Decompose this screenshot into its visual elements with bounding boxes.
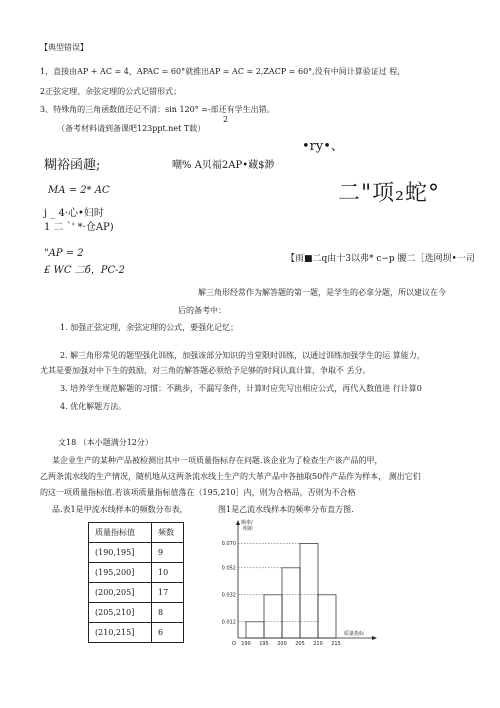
garbled-text-5: MA = 2* AC [48,185,110,196]
garbled-text-6: j _ 4·心•妇时 [44,208,104,219]
advice-item-3: 3. 培养学生规范解题的习惯：不跳步，不漏写条件，计算时应先写出相应公式，再代入数值进 行计算0 [60,384,422,393]
advice-intro-line2: 后的备考中： [178,306,226,315]
table-cell: 10 [152,563,184,583]
error-item-2: 2正弦定理、余弦定理的公式记错形式； [40,87,182,96]
x-tick-label: 215 [331,641,341,647]
problem-line-4: 品.表1是甲流水线样本的频数分布表， [52,505,188,514]
frequency-table [88,522,184,643]
x-tick-label: 205 [295,641,305,647]
table-row [89,623,184,643]
table-header-cell: 频数 [152,523,184,543]
garbled-text-2: 糊裕函趣; [44,158,101,173]
table-cell: 9 [152,543,184,563]
error-item-3: 3、特殊角的三角函数值还记不清：sin 120° =-部还有学生出错。 [40,105,275,114]
histogram-bar [246,622,264,638]
figure-caption: 图1是乙流水线样本的频率分布直方图. [218,505,354,514]
section-header: 【典型错误】 [40,43,88,52]
garbled-text-9: 【雨■二q由十3以弗* c−p 腰二［选网坝•一司 [286,254,475,264]
y-tick-label: 0.070 [221,541,236,548]
table-row [89,563,184,583]
problem-line-1: 某企业生产的某种产品被检测出其中一项质量指标存在问题.该企业为了检查生产该产品的甲， [52,456,383,465]
x-tick-label: 190 [241,641,251,647]
table-cell: (200,205] [89,583,152,603]
table-cell: (190,195] [89,543,152,563]
x-tick-label: 210 [313,641,323,647]
source-note: （备考材料请到备课吧123ppt.net T载） [57,124,206,133]
origin-label: O [232,641,236,647]
table-cell: (205,210] [89,603,152,623]
y-axis-label-cont: 组距 [243,526,254,532]
advice-item-2-cont: 尤其是要加强对中下生的鼓励，对三角的解答题必须给予足够的时间认真计算，争取不 丢分。 [40,366,371,375]
garbled-text-4: 二"项₂蛇° [338,181,440,206]
garbled-text-10: £ WC 二б，PC-2 [44,265,125,276]
table-header-row [89,523,184,543]
table-row [89,543,184,563]
advice-item-2: 2. 解三角形常见的题型强化训练，加强该部分知识的当堂限时训练，以通过训练加强学生的运 算能力， [60,351,425,360]
y-tick-label: 0.032 [221,592,236,599]
table-row [89,583,184,603]
problem-title: 文18 （本小题满分12分） [58,438,153,447]
x-tick-label: 200 [277,641,287,647]
problem-line-2: 乙两条流水线的生产情况，随机地从这两条流水线上生产的大革产品中各抽取50件产品作为样本， 测出它们 [40,472,421,481]
x-axis-arrow [372,636,377,640]
problem-line-3: 的这一项质量指标值.若该项质量指标值落在（195,210］内，则为合格品，否则为不合格 [40,488,356,497]
fraction-denominator: 2 [223,115,229,124]
garbled-text-7: 1 二 `' *·仓AP) [44,222,114,233]
x-tick-label: 195 [259,641,269,647]
histogram-bar [264,595,282,638]
garbled-text-1: •ry•、 [302,139,344,154]
y-tick-label: 0.052 [221,565,236,572]
histogram-bar [282,568,300,638]
table-cell: 17 [152,583,184,603]
table-cell: 8 [152,603,184,623]
advice-item-1: 1. 加强正弦定理，余弦定理的公式，要强化记忆； [60,323,239,332]
y-tick-label: 0.012 [221,619,236,626]
histogram-bar [300,544,318,639]
table-row [89,603,184,623]
table-cell: 6 [152,623,184,643]
error-item-1: 1，直接由AP + AC = 4，APAC = 60°就推出AP = AC = 2,ZACP = 60°,没有中间计算验证过 程， [40,67,406,76]
y-axis-label: 频率/ [241,520,253,526]
advice-intro-line1: 解三角形经常作为解答题的第一题，是学生的必拿分题，所以建议在今 [198,288,446,297]
frequency-histogram [220,518,380,652]
advice-item-4: 4. 优化解题方法。 [60,402,127,411]
table-header-cell: 质量指标值 [89,523,152,543]
table-cell: (210,215] [89,623,152,643]
y-axis-arrow [236,520,240,525]
x-axis-label: 质量指标 [343,631,365,637]
garbled-text-3: 嘲% A贝福2AP•藏$渺 [172,160,275,171]
garbled-text-8: "AP = 2 [44,248,84,259]
histogram-bar [318,595,336,638]
table-cell: (195,200] [89,563,152,583]
